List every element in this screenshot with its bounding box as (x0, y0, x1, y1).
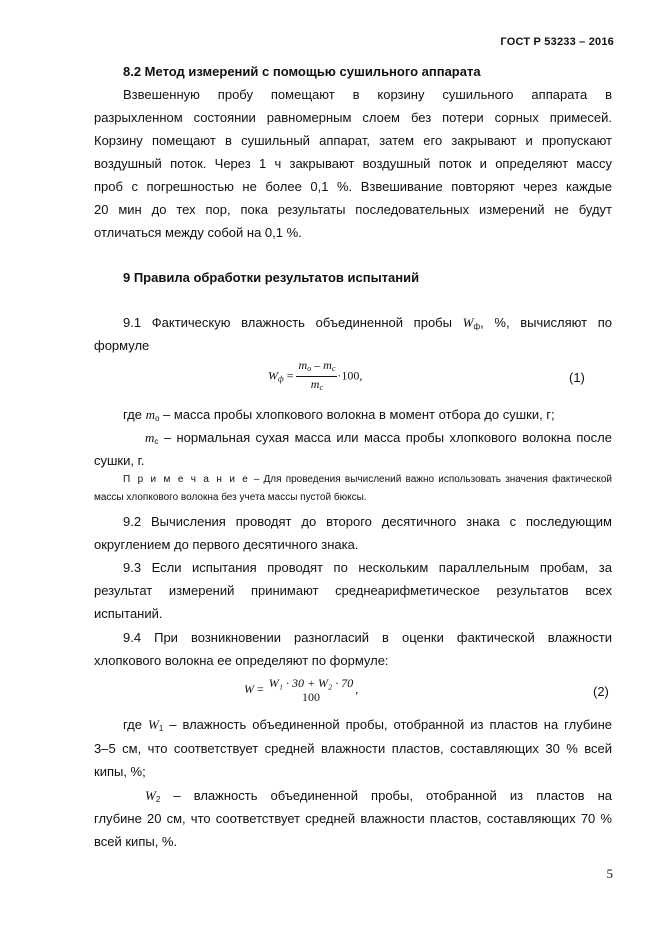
formula-1-number: (1) (569, 370, 585, 385)
where-line: кипы, %; (94, 764, 146, 779)
where-line: $m_с$ – нормальная сухая масса или масса пробы хлопкового волокна после (145, 430, 612, 446)
where-line: 3–5 см, что соответствует средней влажности пластов, составляющих 30 % всей (94, 741, 612, 756)
where-line: всей кипы, %. (94, 834, 178, 849)
where-line: где $W_1$ – влажность объединенной пробы, отобранной из пластов на глубине (123, 717, 612, 733)
paragraph-9-1-line: 9.1 Фактическую влажность объединенной пробы $W_ф$, %, вычисляют по (123, 315, 613, 331)
where-line: глубине 20 см, что соответствует средней влажности пластов, составляющих 70 % (94, 811, 612, 826)
page-number: 5 (606, 866, 613, 881)
paragraph-9-2-line: округлением до первого десятичного знака. (94, 537, 359, 552)
paragraph-9-3-line: испытаний. (94, 606, 163, 621)
paragraph-9-1-line: формуле (94, 338, 150, 353)
paragraph-9-3-line: результат измерений принимают среднеарифметическое результатов всех (94, 583, 612, 598)
note-line: массы хлопкового волокна без учета массы пустой бюксы. (94, 492, 367, 503)
paragraph-9-2-line: 9.2 Вычисления проводят до второго десятичного знака с последующим (123, 514, 612, 529)
where-line: $W_2$ – влажность объединенной пробы, отобранной из пластов на (145, 788, 612, 804)
section-9-heading: 9 Правила обработки результатов испытаний (123, 270, 420, 285)
section-8-2-heading: 8.2 Метод измерений с помощью сушильного аппарата (123, 64, 481, 79)
formula-1: $W_ф$ = $\frac{m_о - m_с}{m_с}$ ·100, (268, 358, 363, 392)
where-line: где $m_о$ – масса пробы хлопкового волокна в момент отбора до сушки, г; (123, 407, 555, 423)
paragraph-9-4-line: хлопкового волокна ее определяют по формуле: (94, 653, 389, 668)
formula-2: W = W₁ · 30 + W₂ · 70 100 , (244, 676, 359, 704)
paragraph-line: разрыхленном состоянии равномерным слоем без потери сорных примесей. (94, 110, 612, 125)
paragraph-line: 20 мин до тех пор, пока результаты последовательных измерений не будут (94, 202, 612, 217)
paragraph-9-3-line: 9.3 Если испытания проводят по нескольким параллельным пробам, за (123, 560, 612, 575)
document-code: ГОСТ Р 53233 – 2016 (500, 36, 614, 48)
paragraph-line: отличаться между собой на 0,1 %. (94, 225, 302, 240)
formula-2-number: (2) (593, 684, 609, 699)
paragraph-line: Взвешенную пробу помещают в корзину сушильного аппарата в (123, 87, 612, 102)
paragraph-line: Корзину помещают в сушильный аппарат, затем его закрывают и пропускают (94, 133, 612, 148)
paragraph-line: воздушный поток. Через 1 ч закрывают воздушный поток и определяют массу (94, 156, 612, 171)
paragraph-line: проб с погрешностью не более 0,1 %. Взвешивание повторяют через каждые (94, 179, 612, 194)
paragraph-9-4-line: 9.4 При возникновении разногласий в оценки фактической влажности (123, 630, 612, 645)
note: П р и м е ч а н и е – Для проведения вычислений важно использовать значения фактической (123, 474, 612, 485)
where-line: сушки, г. (94, 453, 145, 468)
